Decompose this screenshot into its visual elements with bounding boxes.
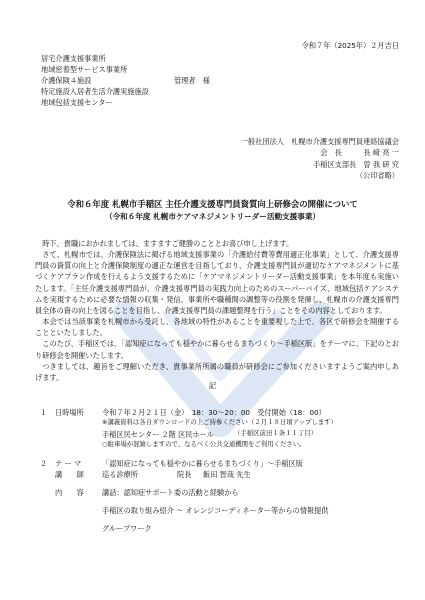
addressee-honorific: 管理者 様: [174, 75, 210, 85]
addressee-text: 介護保険４施設: [41, 75, 92, 85]
item-label: 講 師: [55, 470, 84, 479]
detail-row-contents: [40, 505, 405, 516]
materials-note: ※講義資料は各自ダウンロードの上ご持参ください（２月１８日頃アップします）: [102, 418, 337, 426]
body-paragraph: 時下、貴職におかれましては、ますますご健勝のこととお喜び申し上げます。: [35, 239, 294, 248]
contents-line: グループワーク: [102, 524, 152, 533]
addressee-line: 地域密着型サービス事業所: [41, 64, 128, 74]
contents-line: 講話：認知症サポート委の活動と経験から: [102, 488, 239, 497]
body-paragraph: つきましては、趣旨をご理解いただき、貴事業所所属の職員が研修会にご参加くださいますようご案内申しあげます。: [35, 361, 399, 382]
item-label: 内 容: [55, 488, 84, 497]
addressee-block: [41, 54, 210, 109]
detail-row-venue: [40, 429, 405, 440]
record-mark: 記: [208, 381, 217, 390]
addressee-line: 特定施設入居者生活介護実施施設: [41, 86, 149, 96]
body-paragraph: 本会では当該事業を札幌市から受託し、各地域の特性があることを重要視した上で、各区で研修会を開催することといたしました。: [35, 317, 399, 338]
document-subtitle: （令和６年度 札幌市ケアマネジメントリーダー活動支援事業）: [104, 212, 321, 221]
detail-row-contents: [40, 523, 405, 534]
issue-date: 令和７年（2025年）２月吉日: [301, 41, 399, 50]
sender-branch-head: 手稲区支部長 曽 我 研 究: [313, 159, 399, 169]
body-paragraph: さて、札幌市では、介護保険法に掲げる地域支援事業の「介護給付費等費用適正化事業」として、介護支援専門員の資質の向上と介護保険制度の適正な運営を目指しており、介護支援専門員が適切なケアマネジメントに基づくケアプラン作成を行えるよう支援するために「ケアマネジメントリーダー活動支援事業」を本年度も実施いたします。「主任介護支援専門員が、介護支援専門員の実践力向上のためのスーパーバイズ、地域包括ケアシステムを実現するために必要な情報の収集・発信、事業所や職種間の調整等の役割を発揮し、札幌市の介護支援専門員全体の資の向上を図ることを目指し、介護支援専門員の課題整理を行う」ことをその内容としております。: [35, 250, 399, 315]
event-details: [40, 407, 405, 534]
venue-address: （手稲区前田１条１１丁目）: [234, 429, 318, 437]
addressee-line: [41, 75, 210, 87]
parking-note: ○駐車場が混雑しますので、なるべく公共交通機関をご利用ください。: [102, 440, 306, 448]
document-title: 令和６年度 札幌市手稲区 主任介護支援専門員資質向上研修会の開催について: [67, 199, 358, 209]
item-number: １: [40, 408, 48, 417]
item-label: 日時場所: [55, 408, 84, 417]
item-label: テ ー マ: [55, 459, 82, 468]
detail-row-contents: [40, 487, 405, 498]
detail-row-parking: [40, 440, 405, 451]
addressee-line: 居宅介護支援事業所: [41, 54, 106, 63]
detail-row-theme: [40, 458, 405, 469]
event-venue: 手稲区民センター ２階 区民ホール: [102, 430, 214, 439]
addressee-line: 地域包括支援センター: [41, 97, 113, 107]
body-paragraph: このたび、手稲区では、「認知症になっても穏やかに暮らせるまちづくり～手稲区版」をテーマに、下記のとおり研修会を開催いたします。: [35, 339, 399, 360]
detail-row-lecturer: [40, 469, 405, 480]
event-theme: 「認知症になっても穏やかに暮らせるまちづくり」～手稲区版: [102, 459, 303, 468]
event-datetime: 令和７年２月２１日（金） 18：30～20：00 受付開始（18：00）: [102, 408, 326, 417]
body-text: [35, 238, 399, 383]
sender-block: [0, 136, 399, 182]
detail-row-materials: [40, 418, 405, 429]
seal-omitted-note: （公印省略）: [355, 171, 399, 181]
contents-line: 手稲区の取り組み紹介 ～ オレンジコーディネーター等からの情報提供: [102, 506, 329, 515]
item-number: ２: [40, 459, 48, 468]
sender-chair: 会 長 長 﨑 亮 一: [320, 148, 399, 158]
lecturer-organization: 巡る診療所: [102, 470, 138, 479]
lecturer-name: 飯田 智哉 先生: [203, 470, 251, 479]
sender-organization: 一般社団法人 札幌市介護支援専門員連絡協議会: [240, 137, 399, 146]
detail-row-datetime: [40, 407, 405, 418]
lecturer-role: 院長: [177, 470, 192, 479]
